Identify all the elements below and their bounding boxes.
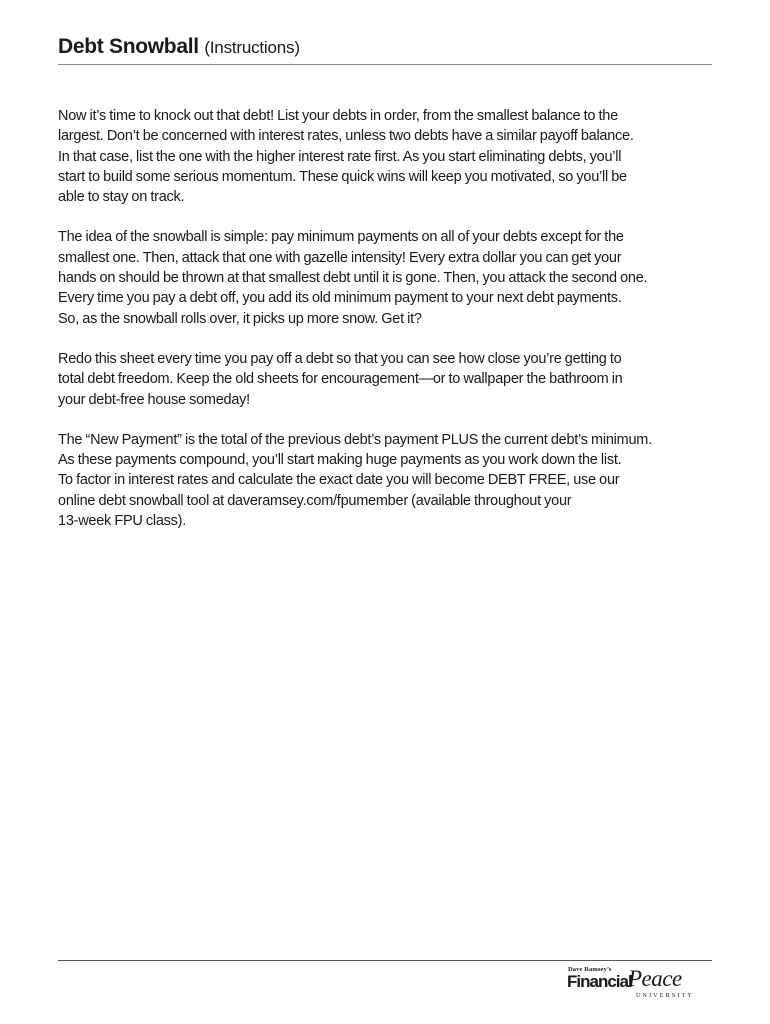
financial-peace-logo [566,966,712,1004]
title-subtitle: (Instructions) [204,38,300,57]
paragraph-new-payment: The “New Payment” is the total of the previous debt’s payment PLUS the current debt’s minimum. As these payments compound, you’ll start making huge payments as you work down the list. To factor in interest rates and calculate the exact date you will become DEBT FREE, use our online debt snowball tool at daveramsey.com/fpumember (available throughout your 13-week FPU class). [58,431,652,530]
footer-divider [58,960,712,961]
logo-byline: Dave Ramsey’s [568,966,612,973]
paragraph-redo-sheet: Redo this sheet every time you pay off a debt so that you can see how close you’re getting to total debt freedom. Keep the old sheets for encouragement—or to wallpaper the bathroom in your debt-free house someday! [58,350,623,408]
instructions-body [58,106,718,551]
paragraph-list-debts: Now it’s time to knock out that debt! List your debts in order, from the smallest balance to the largest. Don’t be concerned with interest rates, unless two debts have a similar payoff balance. In that case, list the one with the higher interest rate first. As you start eliminating debts, you’ll start to build some serious momentum. These quick wins will keep you motivated, so you’ll be able to stay on track. [58,108,634,206]
logo-word-financial: Financial [567,972,632,991]
title-main: Debt Snowball [58,35,199,58]
logo-word-peace: Peace [628,966,682,991]
page-title [58,34,712,61]
paragraph-snowball-idea: The idea of the snowball is simple: pay minimum payments on all of your debts except for the smallest one. Then, attack that one with gazelle intensity! Every extra dollar you can get your hands on should be thrown at that smallest debt until it is gone. Then, you attack the second one. Every time you pay a debt off, you add its old minimum payment to your next debt payments. So, as the snowball rolls over, it picks up more snow. Get it? [58,229,648,327]
page-header [58,34,712,65]
logo-university: UNIVERSITY [636,993,694,999]
